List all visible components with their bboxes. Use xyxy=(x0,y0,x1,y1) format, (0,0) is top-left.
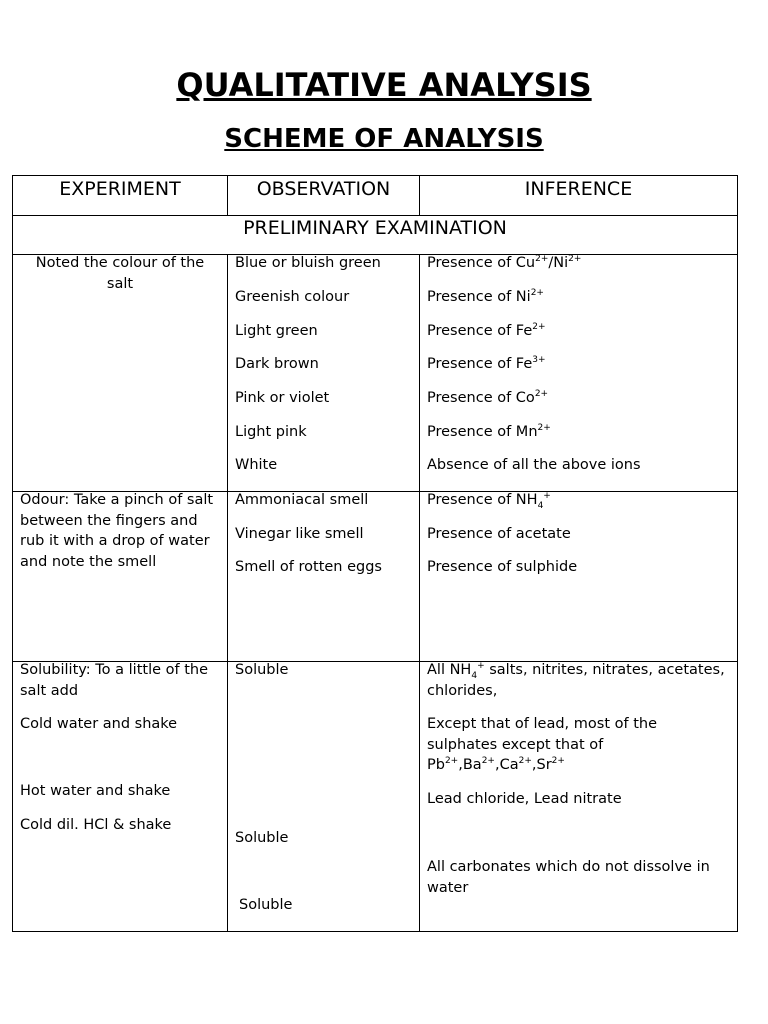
observation-item: Light green xyxy=(235,323,318,339)
observation-item: Soluble xyxy=(235,830,289,846)
observation-item: White xyxy=(235,457,278,473)
section-row xyxy=(13,216,738,255)
header-row xyxy=(13,176,738,216)
page-title: QUALITATIVE ANALYSIS xyxy=(176,66,592,104)
inference-item: Presence of $Cu^{2+}/Ni^{2+}$ xyxy=(427,254,582,271)
experiment-solubility-intro: Solubility: To a little of the salt add xyxy=(20,662,209,699)
table-row xyxy=(13,492,738,662)
inference-item: Presence of $Ni^{2+}$ xyxy=(427,288,544,305)
inference-item: Presence of $Mn^{2+}$ xyxy=(427,423,551,440)
page-subtitle: SCHEME OF ANALYSIS xyxy=(224,124,544,154)
observation-item: Greenish colour xyxy=(235,289,350,305)
observation-item: Pink or violet xyxy=(235,390,330,406)
observation-item: Vinegar like smell xyxy=(235,526,364,542)
column-header-inference: INFERENCE xyxy=(420,176,738,216)
column-header-observation: OBSERVATION xyxy=(228,176,420,216)
experiment-colour: Noted the colour of the salt xyxy=(35,255,205,292)
inference-item: Presence of acetate xyxy=(427,526,571,542)
observation-item: Dark brown xyxy=(235,356,319,372)
observation-item: Light pink xyxy=(235,424,307,440)
experiment-item: Hot water and shake xyxy=(20,783,171,799)
inference-item: All $NH_4^+$ salts, nitrites, nitrates, acetates, chlorides, xyxy=(427,661,725,699)
inference-item: Presence of $NH_4^+$ xyxy=(427,491,551,511)
observation-item: Soluble xyxy=(235,662,289,678)
experiment-item: Cold water and shake xyxy=(20,716,178,732)
inference-item: Presence of sulphide xyxy=(427,559,578,575)
table-row xyxy=(13,255,738,492)
observation-item: Smell of rotten eggs xyxy=(235,559,382,575)
section-heading: PRELIMINARY EXAMINATION xyxy=(13,216,738,255)
observation-item: Ammoniacal smell xyxy=(235,492,369,508)
inference-item: Lead chloride, Lead nitrate xyxy=(427,791,622,807)
analysis-table xyxy=(12,175,738,932)
inference-item: Except that of lead, most of the sulphates except that of $Pb^{2+},Ba^{2+},Ca^{2+},Sr^{2+}$ xyxy=(427,716,658,773)
observation-item: Soluble xyxy=(239,897,293,913)
inference-item: Presence of $Co^{2+}$ xyxy=(427,389,549,406)
experiment-item: Cold dil. HCl & shake xyxy=(20,817,172,833)
experiment-odour: Odour: Take a pinch of salt between the fingers and rub it with a drop of water and note the smell xyxy=(20,492,214,570)
observation-item: Blue or bluish green xyxy=(235,255,381,271)
column-header-experiment: EXPERIMENT xyxy=(13,176,228,216)
inference-item: Presence of $Fe^{2+}$ xyxy=(427,322,546,339)
inference-item: Absence of all the above ions xyxy=(427,457,641,473)
inference-item: Presence of $Fe^{3+}$ xyxy=(427,355,546,372)
table-row xyxy=(13,662,738,932)
inference-item: All carbonates which do not dissolve in water xyxy=(427,859,710,896)
